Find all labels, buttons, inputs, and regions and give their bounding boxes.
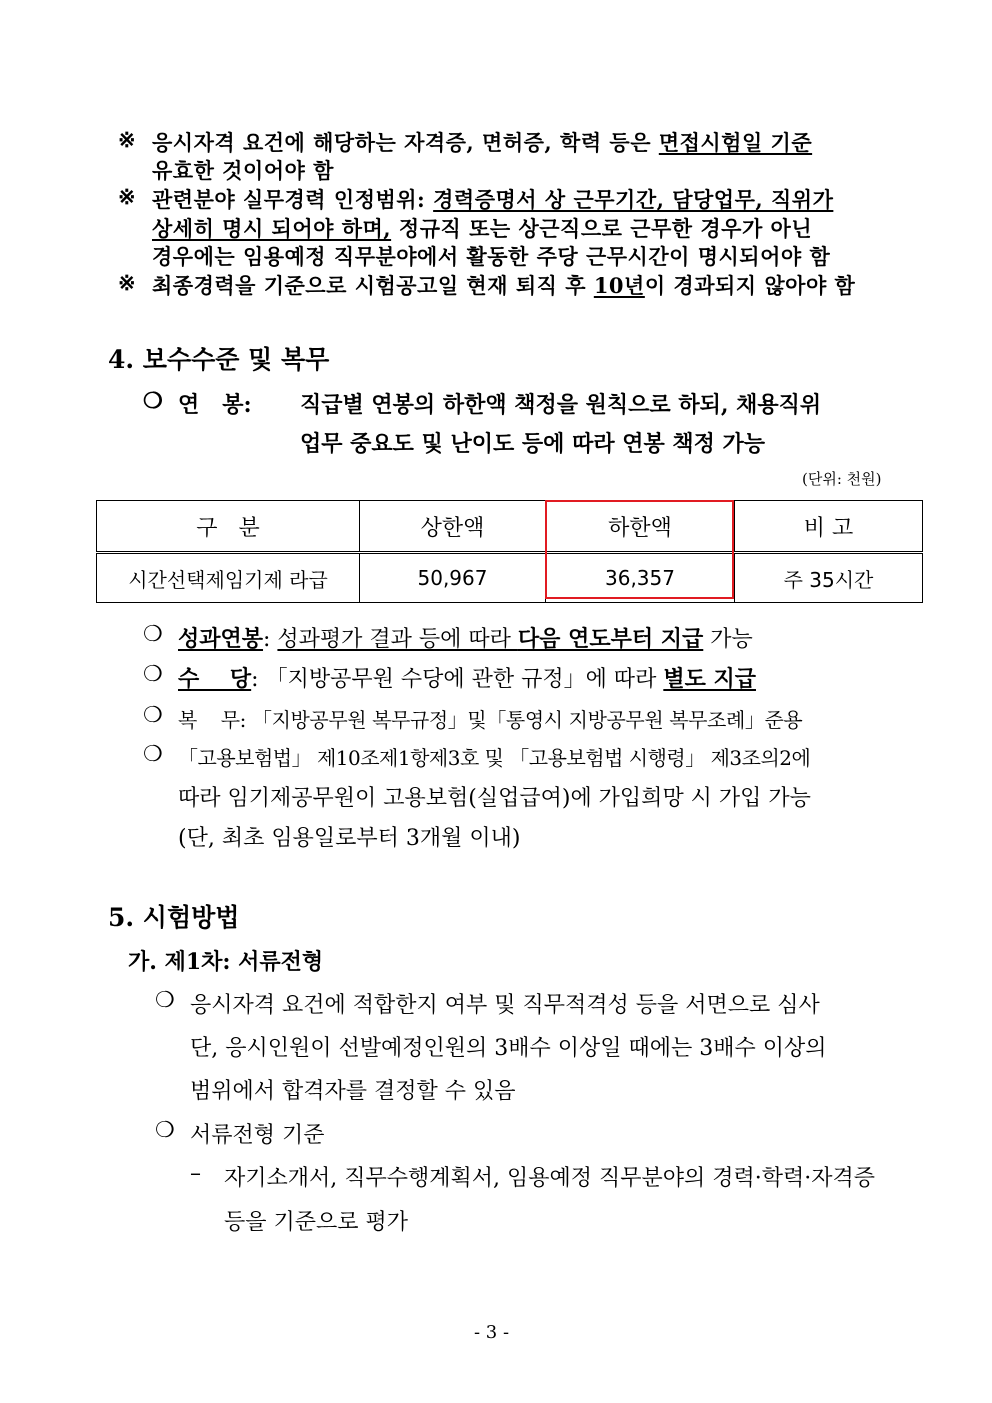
section-5-subtitle: 가. 제1차: 서류전형 bbox=[128, 949, 324, 975]
performance-pay-sep: : bbox=[263, 627, 278, 652]
performance-pay-line bbox=[178, 622, 753, 653]
dash-marker: – bbox=[190, 1161, 201, 1186]
table-header-lower: 하한액 bbox=[546, 501, 735, 553]
note-mark-1: ※ bbox=[118, 127, 137, 152]
note-2-line-2 bbox=[152, 213, 812, 243]
salary-bullet: ❍ bbox=[143, 388, 163, 414]
table-cell-upper: 50,967 bbox=[360, 553, 546, 603]
table-header-category: 구 분 bbox=[97, 501, 360, 553]
section-4-title: 4. 보수수준 및 복무 bbox=[108, 345, 330, 374]
performance-pay-text-2: 가능 bbox=[703, 627, 753, 652]
allowance-label: 수 당 bbox=[178, 666, 252, 692]
note-3-text: 최종경력을 기준으로 시험공고일 현재 퇴직 후 bbox=[152, 273, 594, 298]
insurance-line-1: 「고용보험법」 제10조제1항제3호 및 「고용보험법 시행령」 제3조의2에 bbox=[178, 746, 811, 770]
note-mark-2: ※ bbox=[118, 184, 137, 209]
bullet-marker: ❍ bbox=[155, 988, 175, 1013]
page-number: - 3 - bbox=[474, 1322, 510, 1343]
allowance-bold: 별도 지급 bbox=[663, 666, 756, 692]
bullet-marker: ❍ bbox=[143, 662, 163, 687]
service-line bbox=[178, 704, 802, 733]
note-2-underline: 경력증명서 상 근무기간, 담당업무, 직위가 bbox=[433, 187, 834, 212]
bullet-marker: ❍ bbox=[155, 1118, 175, 1143]
note-2-line-3: 경우에는 임용예정 직무분야에서 활동한 주당 근무시간이 명시되어야 함 bbox=[152, 244, 831, 269]
note-2-text-2: 정규직 또는 상근직으로 근무한 경우가 아닌 bbox=[391, 216, 813, 241]
salary-label: 연 봉: bbox=[178, 392, 252, 418]
criteria-line-1: 자기소개서, 직무수행계획서, 임용예정 직무분야의 경력·학력·자격증 bbox=[224, 1166, 876, 1191]
note-3-line bbox=[152, 270, 855, 300]
screening-line-1: 응시자격 요건에 적합한지 여부 및 직무적격성 등을 서면으로 심사 bbox=[190, 993, 820, 1018]
bullet-marker: ❍ bbox=[143, 622, 163, 647]
table-header-remarks: 비 고 bbox=[735, 501, 923, 553]
note-2-line-1 bbox=[152, 184, 833, 214]
note-1-underline: 면접시험일 기준 bbox=[658, 130, 813, 155]
criteria-line-2: 등을 기준으로 평가 bbox=[224, 1210, 409, 1235]
table-cell-lower: 36,357 bbox=[546, 553, 735, 603]
note-3-text-2: 이 경과되지 않아야 함 bbox=[644, 273, 856, 298]
performance-pay-label: 성과연봉 bbox=[178, 626, 264, 652]
service-text: 「지방공무원 복무규정」및「통영시 지방공무원 복무조례」준용 bbox=[251, 708, 803, 732]
unit-label: (단위: 천원) bbox=[802, 470, 882, 488]
salary-line-2: 업무 중요도 및 난이도 등에 따라 연봉 책정 가능 bbox=[300, 431, 766, 457]
table-row bbox=[97, 553, 923, 603]
note-2-text: 관련분야 실무경력 인정범위: bbox=[152, 187, 434, 212]
insurance-line-3: (단, 최초 임용일로부터 3개월 이내) bbox=[178, 826, 521, 851]
screening-line-3: 범위에서 합격자를 결정할 수 있음 bbox=[190, 1079, 516, 1104]
allowance-line bbox=[178, 662, 756, 693]
bullet-marker: ❍ bbox=[143, 703, 163, 728]
salary-table bbox=[96, 500, 923, 603]
note-3-underline: 10년 bbox=[593, 273, 645, 298]
table-header-row bbox=[97, 501, 923, 553]
performance-pay-text: 성과평가 결과 등에 따라 bbox=[277, 627, 518, 652]
table-cell-remarks: 주 35시간 bbox=[735, 553, 923, 603]
service-sep: : bbox=[239, 708, 252, 732]
note-1-line-1 bbox=[152, 127, 898, 157]
note-2-underline-2: 상세히 명시 되어야 하며, bbox=[152, 216, 392, 241]
criteria-label: 서류전형 기준 bbox=[190, 1123, 325, 1148]
note-mark-3: ※ bbox=[118, 270, 137, 295]
note-1-text: 응시자격 요건에 해당하는 자격증, 면허증, 학력 등은 bbox=[152, 130, 659, 155]
insurance-line-2: 따라 임기제공무원이 고용보험(실업급여)에 가입희망 시 가입 가능 bbox=[178, 786, 811, 811]
section-5-title: 5. 시험방법 bbox=[108, 903, 240, 932]
table-cell-category: 시간선택제임기제 라급 bbox=[97, 553, 360, 603]
note-1-line-2: 유효한 것이어야 함 bbox=[152, 158, 334, 183]
table-header-upper: 상한액 bbox=[360, 501, 546, 553]
salary-line-1: 직급별 연봉의 하한액 책정을 원칙으로 하되, 채용직위 bbox=[300, 392, 822, 418]
bullet-marker: ❍ bbox=[143, 742, 163, 767]
allowance-sep: : bbox=[251, 667, 266, 692]
allowance-text: 「지방공무원 수당에 관한 규정」에 따라 bbox=[265, 667, 664, 692]
screening-line-2: 단, 응시인원이 선발예정인원의 3배수 이상일 때에는 3배수 이상의 bbox=[190, 1036, 827, 1061]
performance-pay-bold: 다음 연도부터 지급 bbox=[517, 626, 704, 652]
service-label: 복 무 bbox=[178, 708, 240, 732]
